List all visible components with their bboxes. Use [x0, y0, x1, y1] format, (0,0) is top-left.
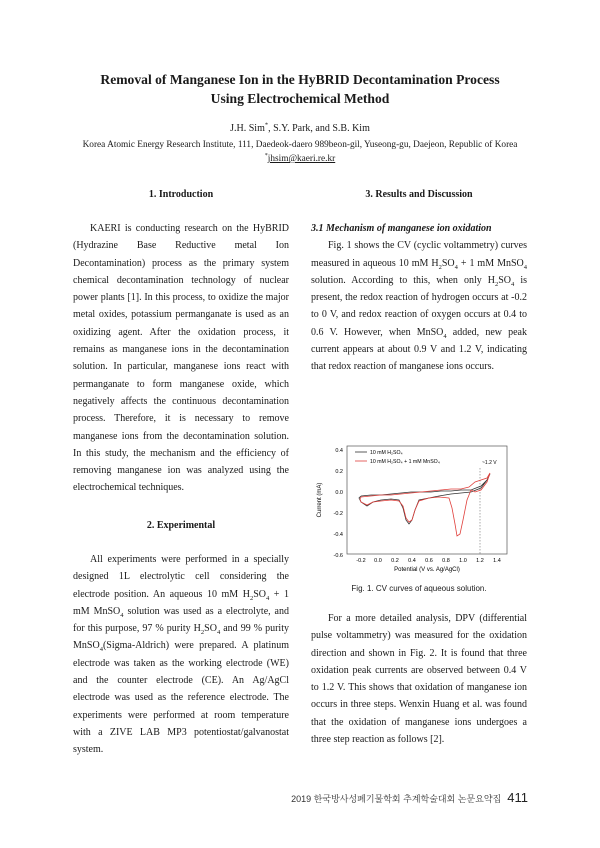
email-mark: *	[264, 152, 268, 159]
introduction-paragraph: KAERI is conducting research on the HyBRID (Hydrazine Base Reductive metal Ion Decontamination) process as the primary system chemical decontamination technology of nuclear power plants [1]. In this process, to oxidize the major metal oxides, potassium permanganate is used as an oxidizing agent. After the oxidation process, it remains as manganese ions in the decontamination solution. In particular, manganese ions react with permanganate to form manganese oxide, which negatively affects the continuous decontamination process. Therefore, it is necessary to remove manganese ions from the decontamination solution. In this study, the mechanism and the efficiency of removing manganese ion was analyzed using the electrochemical techniques.	[73, 223, 289, 494]
section-heading-results: 3. Results and Discussion	[365, 189, 473, 200]
corresponding-mark: *	[264, 121, 269, 129]
cv-plot	[311, 440, 527, 590]
y-tick-label: 0.4	[335, 448, 343, 454]
email-link[interactable]: jhsim@kaeri.re.kr	[267, 154, 336, 164]
x-tick-label: 0.2	[391, 558, 399, 564]
email-line	[40, 153, 560, 166]
y-tick-label: -0.2	[333, 511, 343, 517]
x-tick-label: 0.0	[374, 558, 382, 564]
x-tick-label: -0.2	[356, 558, 366, 564]
x-ticks	[356, 558, 501, 564]
results-paragraph-2: For a more detailed analysis, DPV (differential pulse voltammetry) was measured for the oxidation direction and shown in Fig. 2. It is found that three oxidation peak currents are observed between 0.4 V to 1.2 V. This shows that oxidation of manganese ion occurs in three steps. Wenxin Huang et al. was found that the oxidation of manganese ions undergoes a three step reaction as follows [2].	[311, 613, 527, 746]
legend-label-1: 10 mM H₂SO₄	[370, 450, 403, 456]
proceedings-title: 2019 한국방사성폐기물학회 추계학술대회 논문요약집	[291, 794, 502, 804]
introduction-text	[73, 220, 289, 497]
x-tick-label: 1.0	[459, 558, 467, 564]
annotation-label: ~1.2 V	[482, 460, 497, 466]
results-text-2	[311, 610, 527, 748]
paper-title	[60, 70, 540, 108]
y-tick-label: -0.6	[333, 553, 343, 559]
title-line-2: Using Electrochemical Method	[210, 91, 390, 106]
figure-1	[311, 440, 527, 590]
other-authors: , S.Y. Park, and S.B. Kim	[268, 123, 370, 134]
page-footer	[291, 790, 528, 805]
page-number: 411	[507, 790, 528, 805]
y-axis-label: Current (mA)	[317, 482, 323, 518]
affiliation: Korea Atomic Energy Research Institute, 111, Daedeok-daero 989beon-gil, Yuseong-gu, Daejeon, Republic of Korea	[82, 140, 518, 150]
results-paragraph-1: Fig. 1 shows the CV (cyclic voltammetry) curves measured in aqueous 10 mM $H_2SO_4 + 1$ mM MnSO$_4$ solution. According to this, when only $H_2SO_4$ is present, the redox reaction of hydrogen occurs at -0.2 to 0 V, and redox reaction of oxygen occurs at 0.4 to 0.6 V. However, when MnSO$_4$ added, new peak current appears at about 0.9 V and 1.2 V, indicating that redox reaction of manganese ions occurs.	[311, 240, 527, 373]
experimental-paragraph: All experiments were performed in a specially designed 1L electrolytic cell considering the electrode position. An aqueous 10 mM $H_2SO_4 + 1$ mM MnSO$_4$ solution was used as a electrolyte, and for this purpose, 97 % purity $H_2SO_4$ and 99 % purity MnSO$_4$(Sigma-Aldrich) were prepared. A platinum electrode was taken as the working electrode (WE) and the counter electrode (CE). An Ag/AgCl electrode was used as the reference electrode. The experiments were performed at room temperature with a ZIVE LAB MP3 potentiostat/galvanostat system.	[73, 554, 289, 756]
y-tick-label: 0.0	[335, 490, 343, 496]
subsection-heading-3-1: 3.1 Mechanism of manganese ion oxidation	[311, 223, 492, 234]
x-axis-label: Potential (V vs. Ag/AgCl)	[394, 567, 460, 573]
x-tick-label: 1.4	[493, 558, 501, 564]
experimental-text	[73, 551, 289, 759]
y-tick-label: -0.4	[333, 532, 343, 538]
figure-1-caption: Fig. 1. CV curves of aqueous solution.	[351, 584, 487, 593]
authors	[40, 122, 560, 136]
title-line-1: Removal of Manganese Ion in the HyBRID Decontamination Process	[100, 72, 500, 87]
cv-curve-h2so4-mnso4	[360, 473, 490, 536]
author-1: J.H. Sim	[230, 123, 265, 134]
section-heading-experimental: 2. Experimental	[146, 520, 216, 531]
x-tick-label: 0.6	[425, 558, 433, 564]
x-tick-label: 0.4	[408, 558, 416, 564]
results-text	[311, 220, 527, 376]
x-tick-label: 0.8	[442, 558, 450, 564]
y-tick-label: 0.2	[335, 469, 343, 475]
legend-label-2: 10 mM H₂SO₄ + 1 mM MnSO₄	[370, 459, 440, 465]
section-heading-introduction: 1. Introduction	[148, 189, 214, 200]
x-tick-label: 1.2	[476, 558, 484, 564]
y-ticks	[334, 448, 343, 559]
